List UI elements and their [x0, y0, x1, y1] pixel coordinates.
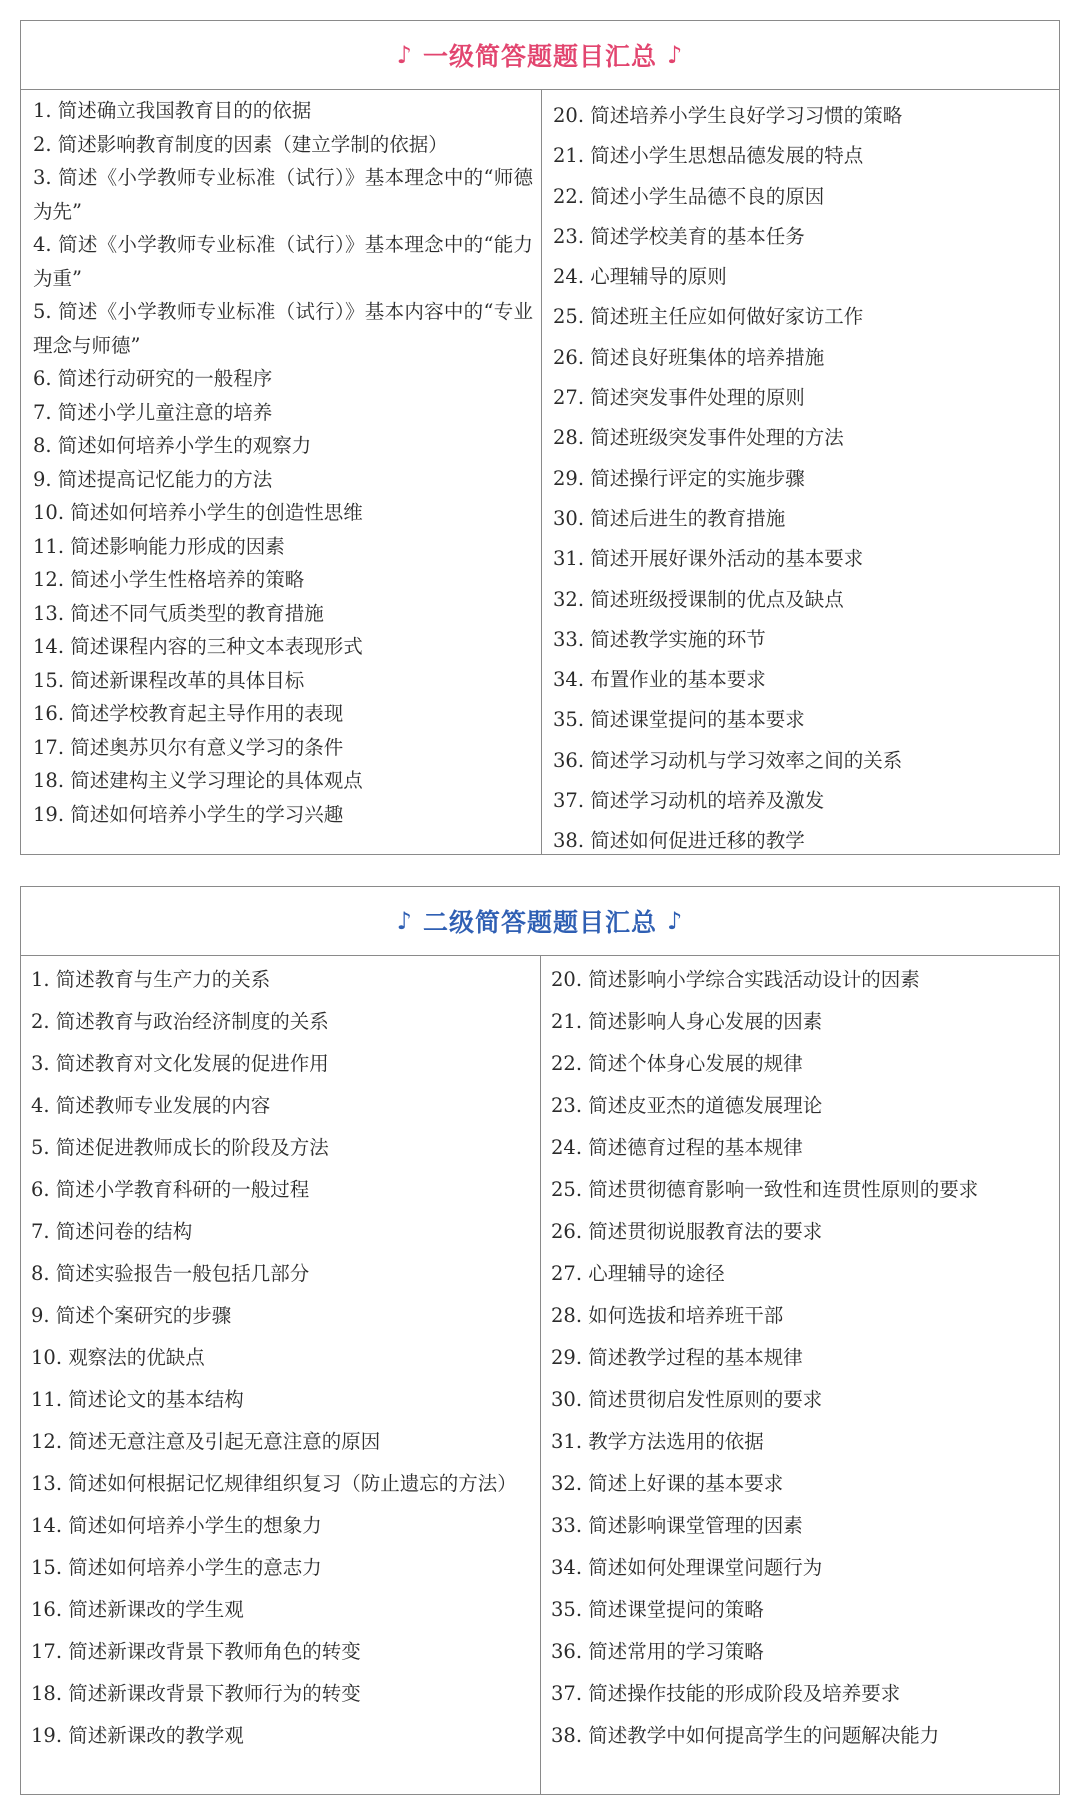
list-item: 19. 简述如何培养小学生的学习兴趣	[33, 802, 344, 826]
list-item: 24. 心理辅导的原则	[553, 265, 727, 289]
list-item: 29. 简述操行评定的实施步骤	[553, 466, 805, 490]
list-item: 13. 简述如何根据记忆规律组织复习（防止遗忘的方法）	[31, 1472, 517, 1495]
music-note-icon: ♪	[667, 907, 684, 935]
list-item: 34. 简述如何处理课堂问题行为	[551, 1556, 823, 1579]
list-item: 1. 简述教育与生产力的关系	[31, 968, 271, 991]
section-2-right-list	[551, 956, 1056, 1757]
list-item: 27. 心理辅导的途径	[551, 1262, 725, 1285]
list-item: 10. 观察法的优缺点	[31, 1346, 205, 1369]
list-item: 33. 简述教学实施的环节	[553, 627, 766, 651]
list-item: 12. 简述无意注意及引起无意注意的原因	[31, 1430, 381, 1453]
list-item: 23. 简述学校美育的基本任务	[553, 224, 805, 248]
list-item: 13. 简述不同气质类型的教育措施	[33, 601, 324, 625]
section-1-columns	[21, 90, 1059, 854]
list-item: 36. 简述常用的学习策略	[551, 1640, 764, 1663]
list-item: 9. 简述提高记忆能力的方法	[33, 467, 273, 491]
list-item: 8. 简述如何培养小学生的观察力	[33, 434, 312, 457]
list-item: 8. 简述实验报告一般包括几部分	[31, 1262, 310, 1285]
list-item: 3. 简述教育对文化发展的促进作用	[31, 1052, 329, 1075]
section-1-title-bar	[21, 21, 1059, 90]
list-item: 14. 简述如何培养小学生的想象力	[31, 1514, 322, 1537]
section-1-panel	[20, 20, 1060, 855]
list-item: 33. 简述影响课堂管理的因素	[551, 1514, 803, 1537]
list-item: 2. 简述教育与政治经济制度的关系	[31, 1010, 329, 1033]
list-item: 22. 简述小学生品德不良的原因	[553, 184, 825, 208]
list-item: 21. 简述小学生思想品德发展的特点	[553, 144, 864, 168]
list-item: 35. 简述课堂提问的策略	[551, 1598, 764, 1621]
list-item: 5. 简述《小学教师专业标准（试行）》基本内容中的“专业理念与师德”	[33, 300, 533, 357]
list-item: 6. 简述行动研究的一般程序	[33, 367, 273, 390]
list-item: 31. 教学方法选用的依据	[551, 1430, 764, 1453]
music-note-icon: ♪	[396, 907, 413, 935]
list-item: 23. 简述皮亚杰的道德发展理论	[551, 1094, 823, 1117]
section-2-left-list	[31, 956, 533, 1757]
list-item: 7. 简述小学儿童注意的培养	[33, 400, 273, 424]
list-item: 2. 简述影响教育制度的因素（建立学制的依据）	[33, 132, 448, 156]
list-item: 27. 简述突发事件处理的原则	[553, 386, 805, 410]
list-item: 10. 简述如何培养小学生的创造性思维	[33, 501, 363, 524]
list-item: 15. 简述新课程改革的具体目标	[33, 668, 305, 692]
section-2-title-bar	[21, 887, 1059, 956]
list-item: 17. 简述新课改背景下教师角色的转变	[31, 1640, 361, 1663]
list-item: 35. 简述课堂提问的基本要求	[553, 708, 805, 732]
list-item: 3. 简述《小学教师专业标准（试行）》基本理念中的“师德为先”	[33, 166, 533, 223]
list-item: 24. 简述德育过程的基本规律	[551, 1136, 803, 1159]
list-item: 9. 简述个案研究的步骤	[31, 1304, 232, 1327]
list-item: 38. 简述教学中如何提高学生的问题解决能力	[551, 1724, 940, 1747]
list-item: 34. 布置作业的基本要求	[553, 668, 766, 692]
section-1-title: 一级简答题题目汇总	[422, 42, 657, 71]
list-item: 30. 简述贯彻启发性原则的要求	[551, 1388, 823, 1411]
list-item: 30. 简述后进生的教育措施	[553, 506, 786, 530]
column-divider	[541, 90, 542, 854]
list-item: 32. 简述班级授课制的优点及缺点	[553, 587, 844, 611]
list-item: 38. 简述如何促进迁移的教学	[553, 829, 805, 853]
list-item: 18. 简述新课改背景下教师行为的转变	[31, 1682, 361, 1705]
list-item: 31. 简述开展好课外活动的基本要求	[553, 547, 864, 571]
list-item: 4. 简述教师专业发展的内容	[31, 1094, 271, 1117]
section-1-right-list	[553, 90, 1053, 862]
list-item: 29. 简述教学过程的基本规律	[551, 1346, 803, 1369]
section-2-panel	[20, 886, 1060, 1795]
list-item: 11. 简述论文的基本结构	[31, 1388, 244, 1411]
list-item: 25. 简述贯彻德育影响一致性和连贯性原则的要求	[551, 1178, 979, 1201]
list-item: 11. 简述影响能力形成的因素	[33, 534, 285, 558]
list-item: 28. 简述班级突发事件处理的方法	[553, 426, 844, 450]
list-item: 26. 简述贯彻说服教育法的要求	[551, 1220, 823, 1243]
list-item: 5. 简述促进教师成长的阶段及方法	[31, 1136, 329, 1159]
list-item: 1. 简述确立我国教育目的的依据	[33, 99, 312, 122]
list-item: 19. 简述新课改的教学观	[31, 1724, 244, 1747]
list-item: 36. 简述学习动机与学习效率之间的关系	[553, 748, 903, 772]
music-note-icon: ♪	[667, 41, 684, 69]
list-item: 18. 简述建构主义学习理论的具体观点	[33, 769, 363, 792]
list-item: 17. 简述奥苏贝尔有意义学习的条件	[33, 735, 344, 759]
list-item: 32. 简述上好课的基本要求	[551, 1472, 784, 1495]
list-item: 37. 简述学习动机的培养及激发	[553, 789, 825, 813]
section-2-columns	[21, 956, 1059, 1794]
section-2-title: 二级简答题题目汇总	[422, 908, 657, 937]
list-item: 22. 简述个体身心发展的规律	[551, 1052, 803, 1075]
list-item: 26. 简述良好班集体的培养措施	[553, 345, 825, 369]
column-divider	[540, 956, 541, 1794]
list-item: 4. 简述《小学教师专业标准（试行）》基本理念中的“能力为重”	[33, 233, 533, 290]
list-item: 20. 简述影响小学综合实践活动设计的因素	[551, 968, 920, 991]
list-item: 37. 简述操作技能的形成阶段及培养要求	[551, 1682, 901, 1705]
list-item: 21. 简述影响人身心发展的因素	[551, 1010, 823, 1033]
list-item: 20. 简述培养小学生良好学习习惯的策略	[553, 104, 903, 127]
list-item: 7. 简述问卷的结构	[31, 1220, 193, 1243]
list-item: 14. 简述课程内容的三种文本表现形式	[33, 635, 363, 658]
list-item: 25. 简述班主任应如何做好家访工作	[553, 305, 864, 329]
list-item: 12. 简述小学生性格培养的策略	[33, 568, 305, 591]
music-note-icon: ♪	[396, 41, 413, 69]
list-item: 16. 简述新课改的学生观	[31, 1598, 244, 1621]
list-item: 16. 简述学校教育起主导作用的表现	[33, 702, 344, 725]
list-item: 15. 简述如何培养小学生的意志力	[31, 1556, 322, 1579]
list-item: 6. 简述小学教育科研的一般过程	[31, 1178, 310, 1201]
section-1-left-list	[33, 90, 533, 831]
list-item: 28. 如何选拔和培养班干部	[551, 1304, 784, 1327]
